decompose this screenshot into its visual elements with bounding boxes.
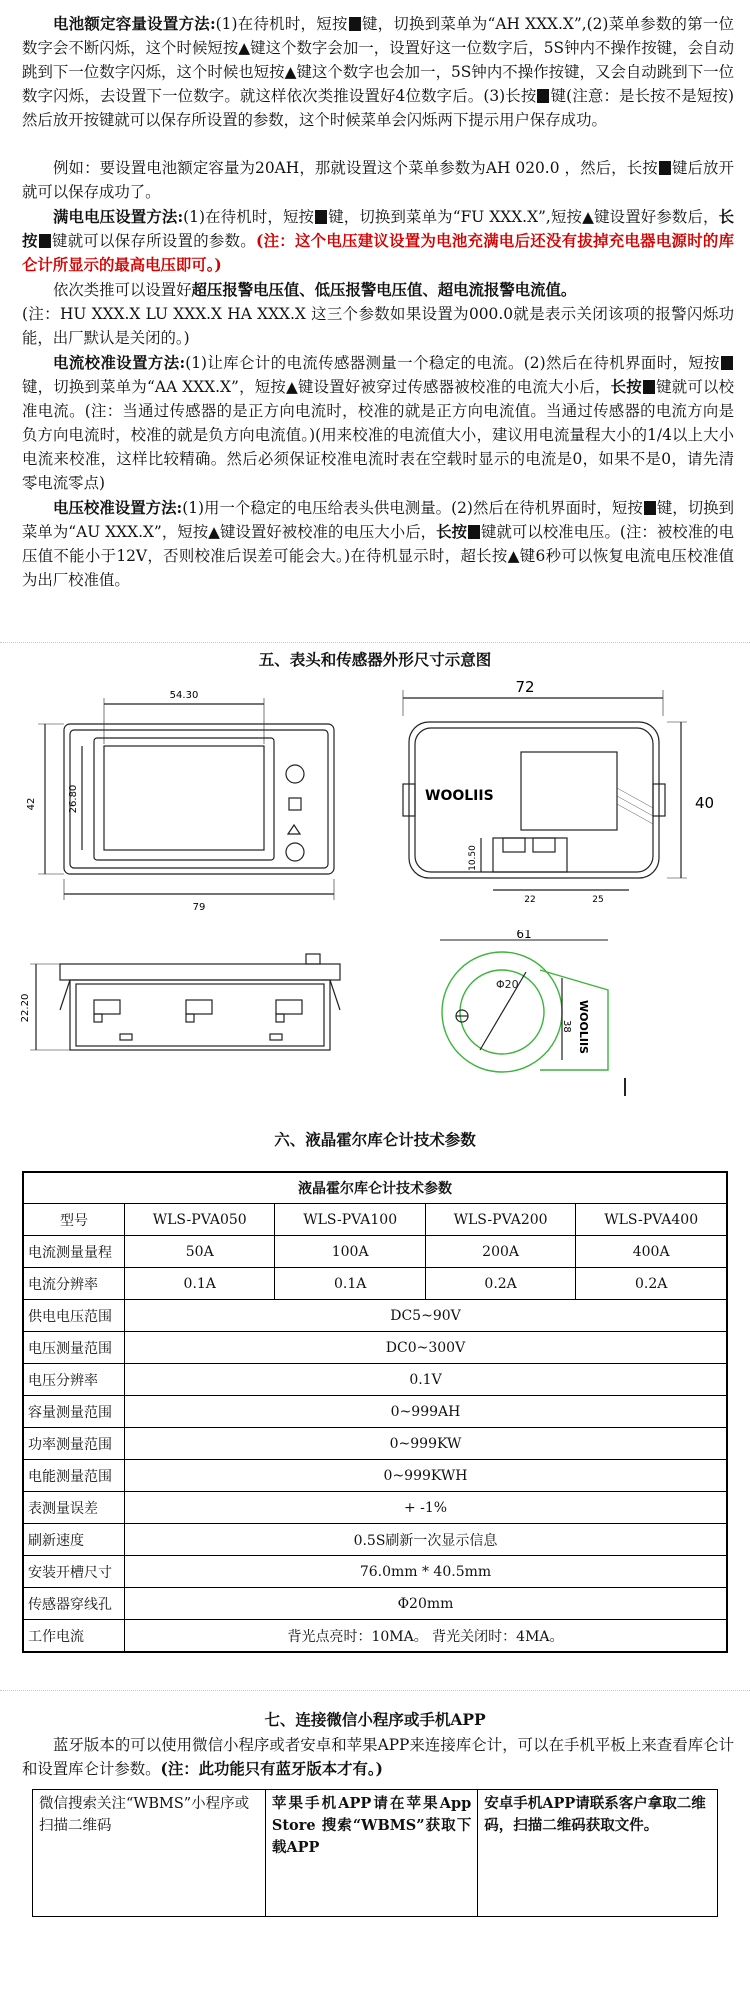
dim-label: 26.80	[68, 784, 79, 814]
table-row: 容量测量范围 0~999AH	[23, 1396, 727, 1428]
brand-logo: WOOLIIS	[425, 788, 494, 804]
table-row: 电能测量范围 0~999KWH	[23, 1460, 727, 1492]
table-cell: 400A	[576, 1236, 727, 1268]
meter-side-view	[20, 940, 350, 1070]
meter-back-view	[385, 676, 715, 906]
wechat-cell: 微信搜索关注“WBMS”小程序或扫描二维码	[33, 1790, 266, 1917]
table-row: 刷新速度 0.5S刷新一次显示信息	[23, 1524, 727, 1556]
button-square-icon	[349, 17, 361, 31]
table-cell: 电流测量量程	[23, 1236, 125, 1268]
spec-table-title: 液晶霍尔库仑计技术参数	[23, 1172, 727, 1204]
table-cell: 50A	[125, 1236, 275, 1268]
para-alarm-note: (注：HU XXX.X LU XXX.X HA XXX.X 这三个参数如果设置为000.0就是表示关闭该项的报警闪烁功能，出厂默认是关闭的。)	[22, 305, 734, 347]
section7-heading: 七、连接微信小程序或手机APP	[264, 1710, 486, 1729]
dim-label: 79	[192, 902, 206, 913]
meter-front-view	[20, 684, 350, 914]
table-cell: WLS-PVA050	[125, 1204, 275, 1236]
table-cell: 100A	[275, 1236, 425, 1268]
page-break-divider	[0, 1690, 750, 1691]
dim-label: 61	[516, 930, 532, 941]
table-cell: 200A	[425, 1236, 575, 1268]
table-row: 工作电流 背光点亮时：10MA。 背光关闭时：4MA。	[23, 1620, 727, 1653]
para-capacity-setting: 电池额定容量设置方法:(1)在待机时，短按 键，切换到菜单为“AH XXX.X”,(2)菜单参数的第一位数字会不断闪烁，这个时候短按▲键这个数字会加一，设置好这一位数字后，5S钟内不操作按键，会自动跳到下一位数字闪烁，这个时候也短按▲键这个数字也会加一，5S钟内不操作按键，又会自动跳到下一位数字闪烁，去设置下一位数字。就这样依次类推设置好4位数字后。(3)长按 键(注意：是长按不是短按)然后放开按键就可以保存所设置的参数，这个时候菜单会闪烁两下提示用户保存成功。	[22, 15, 735, 129]
dim-label: 72	[515, 678, 535, 696]
spec-table	[22, 1171, 728, 1653]
table-row: 电压测量范围 DC0~300V	[23, 1332, 727, 1364]
warning-note: (注：这个电压建议设置为电池充满电后还没有拔掉充电器电源时的库仑计所显示的最高电压即可。)	[22, 232, 734, 274]
page-break-divider	[0, 642, 750, 643]
para-title: 电池额定容量设置方法:	[53, 15, 216, 33]
button-square-icon	[644, 501, 656, 515]
button-square-icon	[315, 210, 327, 224]
dim-label: Φ20	[496, 978, 519, 991]
hall-sensor-view	[430, 930, 650, 1100]
dim-label: 10.50	[468, 845, 478, 871]
section6-heading: 六、液晶霍尔库仑计技术参数	[274, 1130, 476, 1149]
para-alarm-values: 依次类推可以设置好超压报警电压值、低压报警电压值、超电流报警电流值。	[53, 281, 577, 299]
button-square-icon	[39, 234, 51, 248]
app-table	[32, 1789, 718, 1917]
table-cell: 0.1A	[125, 1268, 275, 1300]
table-cell: WLS-PVA400	[576, 1204, 727, 1236]
table-row: 表测量误差 + -1%	[23, 1492, 727, 1524]
button-square-icon	[659, 161, 671, 175]
table-cell: 0.1A	[275, 1268, 425, 1300]
table-row: 供电电压范围 DC5~90V	[23, 1300, 727, 1332]
dim-label: 25	[592, 895, 604, 905]
dim-label: 40	[695, 794, 715, 812]
button-square-icon	[468, 525, 480, 539]
section7-intro: 蓝牙版本的可以使用微信小程序或者安卓和苹果APP来连接库仑计，可以在手机平板上来查看库仑计和设置库仑计参数。(注：此功能只有蓝牙版本才有。)	[22, 1736, 734, 1778]
dim-label: 22	[524, 895, 536, 905]
dim-label: 42	[26, 797, 37, 811]
android-cell: 安卓手机APP请联系客户拿取二维码，扫描二维码获取文件。	[478, 1790, 718, 1917]
para-full-voltage: 满电电压设置方法:(1)在待机时，短按 键，切换到菜单为“FU XXX.X”,短按▲键设置好参数后，长按 键就可以保存所设置的参数。(注：这个电压建议设置为电池充满电后还没有拔掉充电器电源时的库仑计所显示的最高电压即可。)	[22, 208, 734, 274]
table-cell: 0.2A	[576, 1268, 727, 1300]
table-cell: 0.2A	[425, 1268, 575, 1300]
para-current-calibration: 电流校准设置方法:(1)让库仑计的电流传感器测量一个稳定的电流。(2)然后在待机界面时，短按键，切换到菜单为“AA XXX.X”，短按▲键设置好被穿过传感器被校准的电流大小后，长按 键就可以校准电流。(注：当通过传感器的是正方向电流时，校准的就是正方向电流值。当通过传感器的电流方向是负方向电流时，校准的就是负方向电流值。)(用来校准的电流值大小，建议用电流量程大小的1/4以上大小电流来校准，这样比较精确。然后必须保证校准电流时表在空载时显示的电流是0，如果不是0，请先清零电流零点)	[22, 354, 734, 492]
para-voltage-calibration: 电压校准设置方法:(1)用一个稳定的电压给表头供电测量。(2)然后在待机界面时，短按 键，切换到菜单为“AU XXX.X”，短按▲键设置好被校准的电压大小后，长按 键就可以校准电压。(注：被校准的电压值不能小于12V，否则校准后误差可能会大。)在待机显示时，超长按▲键6秒可以恢复电流电压校准值为出厂校准值。	[22, 499, 734, 589]
text-cursor	[624, 1078, 626, 1096]
dim-label: 22.20	[20, 993, 31, 1023]
ios-cell: 苹果手机APP请在苹果App Store 搜索“WBMS”获取下载APP	[265, 1790, 477, 1917]
table-row: 电压分辨率 0.1V	[23, 1364, 727, 1396]
para-capacity-example: 例如：要设置电池额定容量为20AH，那就设置这个菜单参数为AH 020.0 ，然后，长按 键后放开就可以保存成功了。	[22, 159, 734, 201]
table-row: 功率测量范围 0~999KW	[23, 1428, 727, 1460]
button-square-icon	[721, 356, 733, 370]
brand-logo: WOOLIIS	[577, 1000, 590, 1054]
table-cell: 电流分辨率	[23, 1268, 125, 1300]
dim-label: 38	[561, 1020, 572, 1033]
table-cell: WLS-PVA200	[425, 1204, 575, 1236]
table-cell: 型号	[23, 1204, 125, 1236]
table-row: 传感器穿线孔 Φ20mm	[23, 1588, 727, 1620]
button-square-icon	[643, 380, 655, 394]
dim-label: 54.30	[169, 690, 199, 701]
button-square-icon	[537, 89, 549, 103]
table-cell: WLS-PVA100	[275, 1204, 425, 1236]
section5-heading: 五、表头和传感器外形尺寸示意图	[258, 650, 492, 669]
table-row: 安装开槽尺寸 76.0mm * 40.5mm	[23, 1556, 727, 1588]
